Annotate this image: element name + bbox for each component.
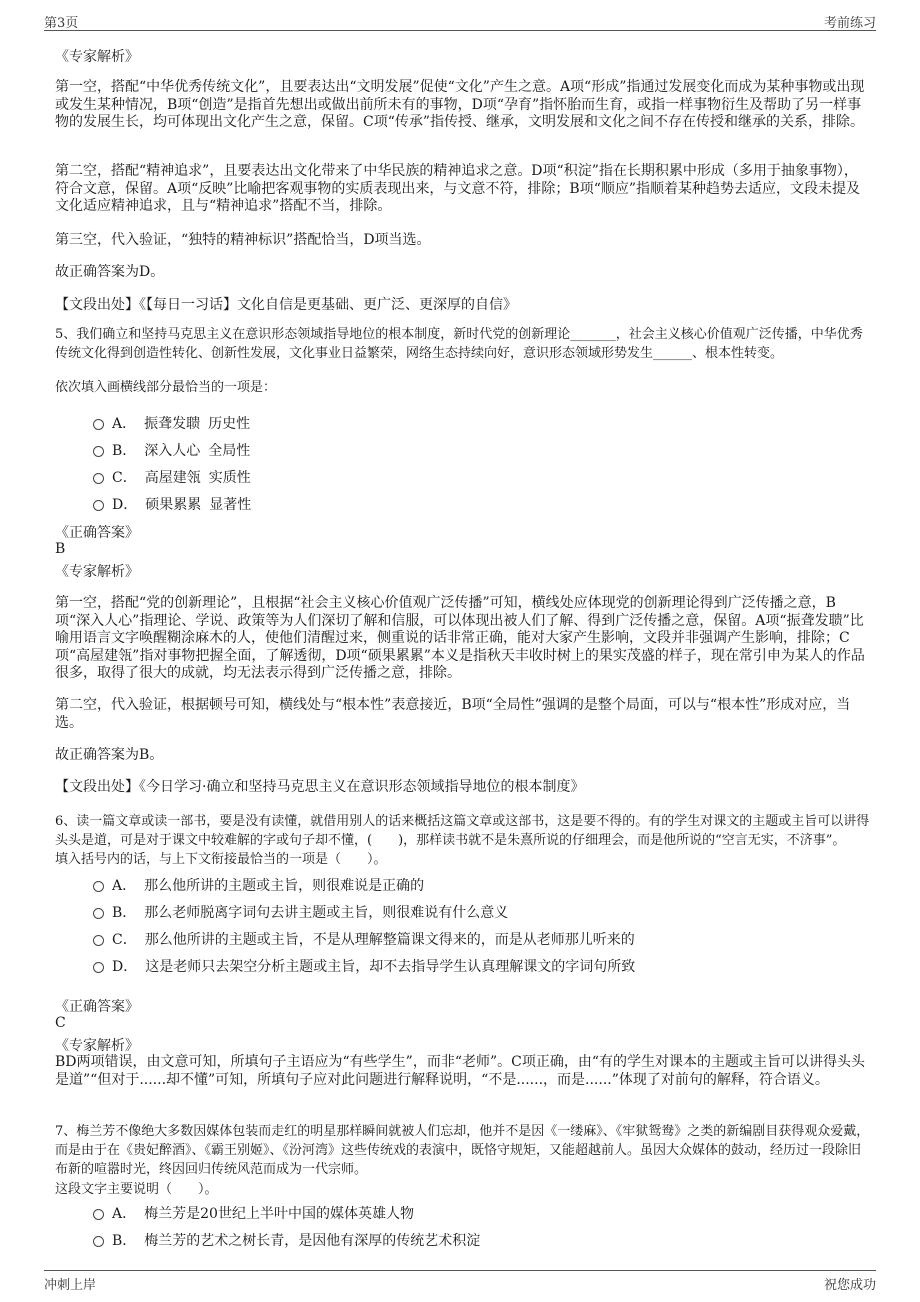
radio-button[interactable] <box>93 1209 104 1220</box>
page-footer <box>44 1270 876 1293</box>
question-prompt: 依次填入画横线部分最恰当的一项是： <box>55 380 277 395</box>
footer-right-text: 祝您成功 <box>823 1278 876 1293</box>
question-stem: 6、读一篇文章或读一部书，要是没有读懂，就借用别人的话来概括这篇文章或这部书，这是要不得的。有的学生对课文的主题或主旨可以讲得头头是道，可是对于课文中较难解的字或句子却不懂，( )，那样读书就不是朱熹所说的仔细理会，而是他所说的“空言无实，不济事”。 <box>55 814 870 848</box>
analysis-paragraph: 第一空，搭配“党的创新理论”，且根据“社会主义核心价值观广泛传播”可知，横线处应体现党的创新理论得到广泛传播之意，B项“深入人心”指理论、学说、政策等为人们深切了解和信服，可以体现出被人们了解、得到广泛传播之意，保留。A项“振聋发聩”比喻用语言文字唤醒糊涂麻木的人，使他们清醒过来，侧重说的话非常正确，能对大家产生影响，文段并非强调产生影响，排除；C项“高屋建瓴”指对事物把握全面，了解透彻，D项“硕果累累”本义是指秋天丰收时树上的果实茂盛的样子，现在常引申为某人的作品很多，取得了很大的成就，均无法表示得到广泛传播之意，排除。 <box>55 595 865 681</box>
analysis-label: 《专家解析》 <box>55 564 139 580</box>
radio-button[interactable] <box>93 935 104 946</box>
source-citation: 【文段出处】《今日学习·确立和坚持马克思主义在意识形态领域指导地位的根本制度》 <box>55 779 585 795</box>
radio-button[interactable] <box>93 1236 104 1247</box>
option-a[interactable]: A． 振聋发聩 历史性 <box>93 413 250 433</box>
answer-conclusion: 故正确答案为D。 <box>55 264 165 280</box>
page-header <box>44 10 876 31</box>
question-stem: 7、梅兰芳不像绝大多数因媒体包装而走红的明星那样瞬间就被人们忘却，他并不是因《一缕麻》、《牢狱鸳鸯》之类的新编剧目获得观众爱戴，而是由于在《贵妃醉酒》、《霸王别姬》、《汾河湾》这些传统戏的表演中，既恪守规矩，又能超越前人。虽因大众媒体的鼓动，经历过一段除旧布新的喧嚣时光，终因回归传统风范而成为一代宗师。 <box>55 1124 870 1177</box>
option-c[interactable]: C． 高屋建瓴 实质性 <box>93 467 251 487</box>
analysis-paragraph: 第三空，代入验证，“独特的精神标识”搭配恰当，D项当选。 <box>55 232 431 248</box>
answer-conclusion: 故正确答案为B。 <box>55 747 164 763</box>
source-citation: 【文段出处】《【每日一习话】文化自信是更基础、更广泛、更深厚的自信》 <box>55 297 517 313</box>
correct-answer: B <box>55 541 66 557</box>
analysis-label: 《专家解析》 <box>55 1038 139 1054</box>
correct-answer: C <box>55 1015 66 1031</box>
option-a[interactable]: A． 梅兰芳是20世纪上半叶中国的媒体英雄人物 <box>93 1203 414 1223</box>
option-b[interactable]: B． 深入人心 全局性 <box>93 440 250 460</box>
answer-label: 《正确答案》 <box>55 525 139 541</box>
question-prompt: 填入括号内的话，与上下文衔接最恰当的一项是（ ）。 <box>55 852 387 867</box>
analysis-paragraph: 第二空，搭配“精神追求”，且要表达出文化带来了中华民族的精神追求之意。D项“积淀”指在长期积累中形成（多用于抽象事物），符合文意，保留。A项“反映”比喻把客观事物的实质表现出来，与文意不符，排除；B项“顺应”指顺着某种趋势去适应，文段未提及文化适应精神追求，且与“精神追求”搭配不当，排除。 <box>55 163 861 214</box>
radio-button[interactable] <box>93 419 104 430</box>
option-b[interactable]: B． 梅兰芳的艺术之树长青，是因他有深厚的传统艺术积淀 <box>93 1230 480 1250</box>
radio-button[interactable] <box>93 473 104 484</box>
answer-label: 《正确答案》 <box>55 999 139 1015</box>
radio-button[interactable] <box>93 881 104 892</box>
radio-button[interactable] <box>93 500 104 511</box>
option-a[interactable]: A． 那么他所讲的主题或主旨，则很难说是正确的 <box>93 875 424 895</box>
option-d[interactable]: D． 硕果累累 显著性 <box>93 494 251 514</box>
question-prompt: 这段文字主要说明（ ）。 <box>55 1182 218 1197</box>
option-c[interactable]: C． 那么他所讲的主题或主旨，不是从理解整篇课文得来的，而是从老师那儿听来的 <box>93 929 635 949</box>
question-stem: 5、我们确立和坚持马克思主义在意识形态领域指导地位的根本制度，新时代党的创新理论_______，社会主义核心价值观广泛传播，中华优秀传统文化得到创造性转化、创新性发展，文化事业日益繁荣，网络生态持续向好，意识形态领域形势发生______、根本性转变。 <box>55 327 863 361</box>
header-title: 考前练习 <box>823 16 876 31</box>
option-d[interactable]: D． 这是老师只去架空分析主题或主旨，却不去指导学生认真理解课文的字词句所致 <box>93 956 635 976</box>
radio-button[interactable] <box>93 962 104 973</box>
radio-button[interactable] <box>93 908 104 919</box>
page-number: 第3页 <box>44 16 79 31</box>
analysis-paragraph: 第一空，搭配“中华优秀传统文化”，且要表达出“文明发展”促使“文化”产生之意。A项“形成”指通过发展变化而成为某种事物或出现或发生某种情况，B项“创造”是指首先想出或做出前所未有的事物，D项“孕育”指怀胎而生育，或指一样事物衍生及帮助了另一样事物的发展生长，均可体现出文化产生之意，保留。C项“传承”指传授、继承，文明发展和文化之间不存在传授和继承的关系，排除。 <box>55 79 865 130</box>
footer-left-text: 冲刺上岸 <box>44 1278 97 1293</box>
radio-button[interactable] <box>93 446 104 457</box>
analysis-label: 《专家解析》 <box>55 49 139 65</box>
analysis-paragraph: BD两项错误，由文意可知，所填句子主语应为“有些学生”，而非“老师”。C项正确，由“有的学生对课本的主题或主旨可以讲得头头是道”“但对于......却不懂”可知，所填句子应对此问题进行解释说明，“不是......，而是......”体现了对前句的解释，符合语义。 <box>55 1054 866 1088</box>
option-b[interactable]: B． 那么老师脱离字词句去讲主题或主旨，则很难说有什么意义 <box>93 902 508 922</box>
analysis-paragraph: 第二空，代入验证，根据顿号可知，横线处与“根本性”表意接近，B项“全局性”强调的是整个局面，可以与“根本性”形成对应，当选。 <box>55 697 851 731</box>
